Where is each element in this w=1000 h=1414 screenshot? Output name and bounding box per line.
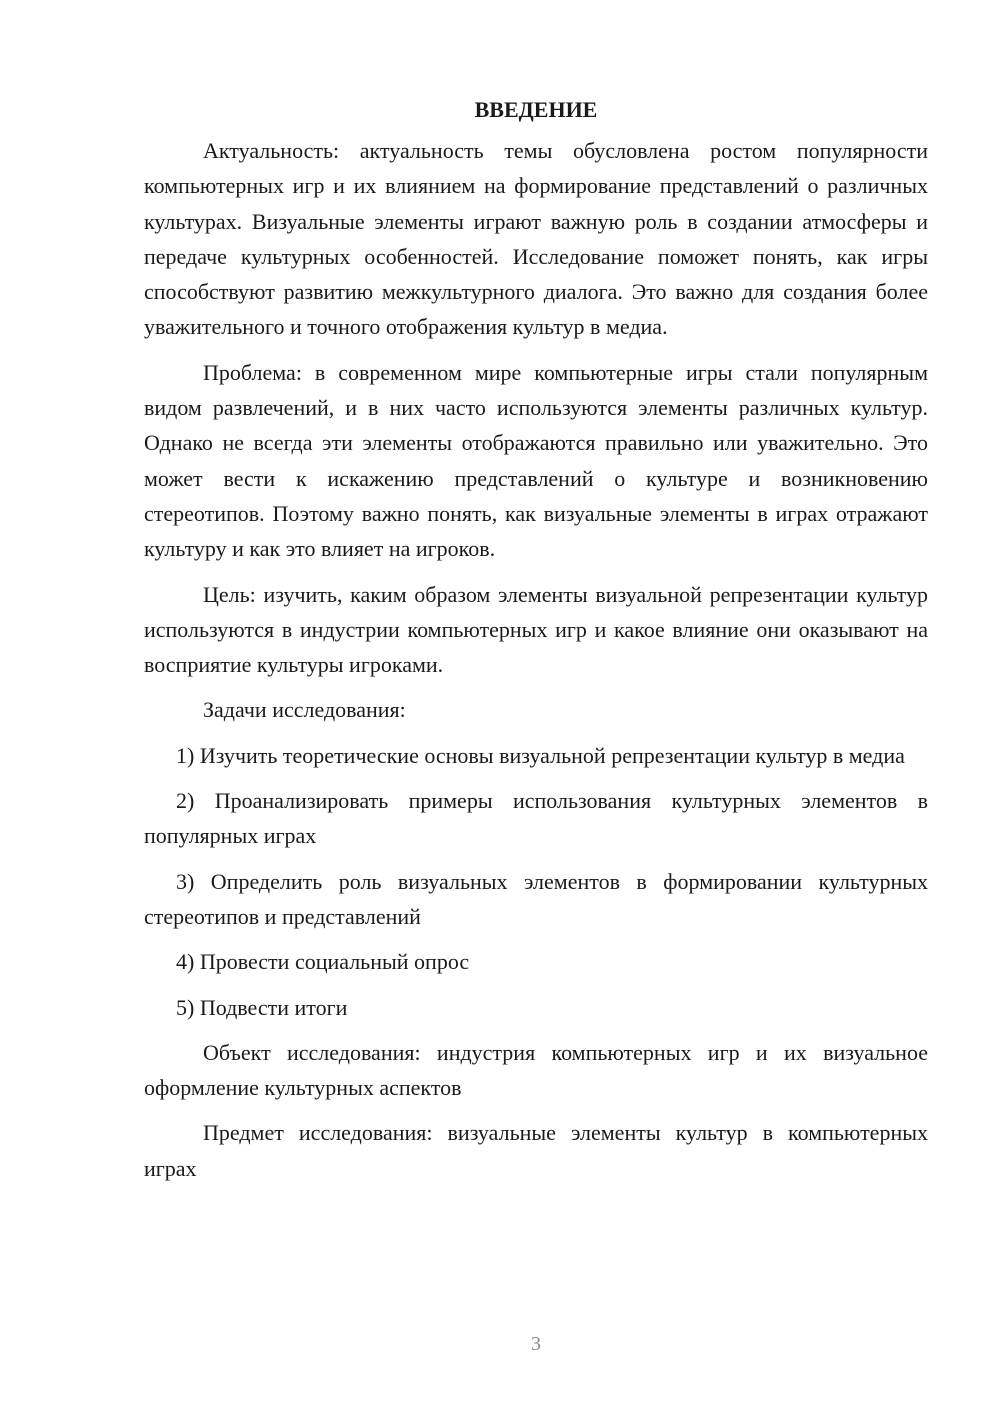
relevance-paragraph: Актуальность: актуальность темы обусловлена ростом популярности компьютерных игр и их влиянием на формирование представлений о различных культурах. Визуальные элементы играют важную роль в создании атмосферы и передаче культурных особенностей. Исследование поможет понять, как игры способствуют развитию межкультурного диалога. Это важно для создания более уважительного и точного отображения культур в медиа. [144,138,928,340]
tasks-heading: Задачи исследования: [203,697,406,723]
task-item: 1) Изучить теоретические основы визуальной репрезентации культур в медиа [176,742,905,768]
problem-paragraph: Проблема: в современном мире компьютерные игры стали популярным видом развлечений, и в них часто используются элементы различных культур. Однако не всегда эти элементы отображаются правильно или уважительно. Это может вести к искажению представлений о культуре и возникновению стереотипов. Поэтому важно понять, как визуальные элементы в играх отражают культуру и как это влияет на игроков. [144,359,928,562]
task-item: 4) Провести социальный опрос [176,949,470,975]
object-paragraph: Объект исследования: индустрия компьютерных игр и их визуальное оформление культурных аспектов [144,1039,928,1101]
goal-paragraph: Цель: изучить, каким образом элементы визуальной репрезентации культур используются в индустрии компьютерных игр и какое влияние они оказывают на восприятие культуры игроками. [144,581,928,678]
document-page [144,92,928,1196]
page-number: 3 [531,1333,541,1355]
section-heading: ВВЕДЕНИЕ [474,97,598,122]
task-item: 5) Подвести итоги [176,994,348,1020]
task-item: 3) Определить роль визуальных элементов в формировании культурных стереотипов и представлений [144,868,928,929]
subject-paragraph: Предмет исследования: визуальные элементы культур в компьютерных играх [144,1120,928,1181]
task-item: 2) Проанализировать примеры использования культурных элементов в популярных играх [144,788,928,849]
